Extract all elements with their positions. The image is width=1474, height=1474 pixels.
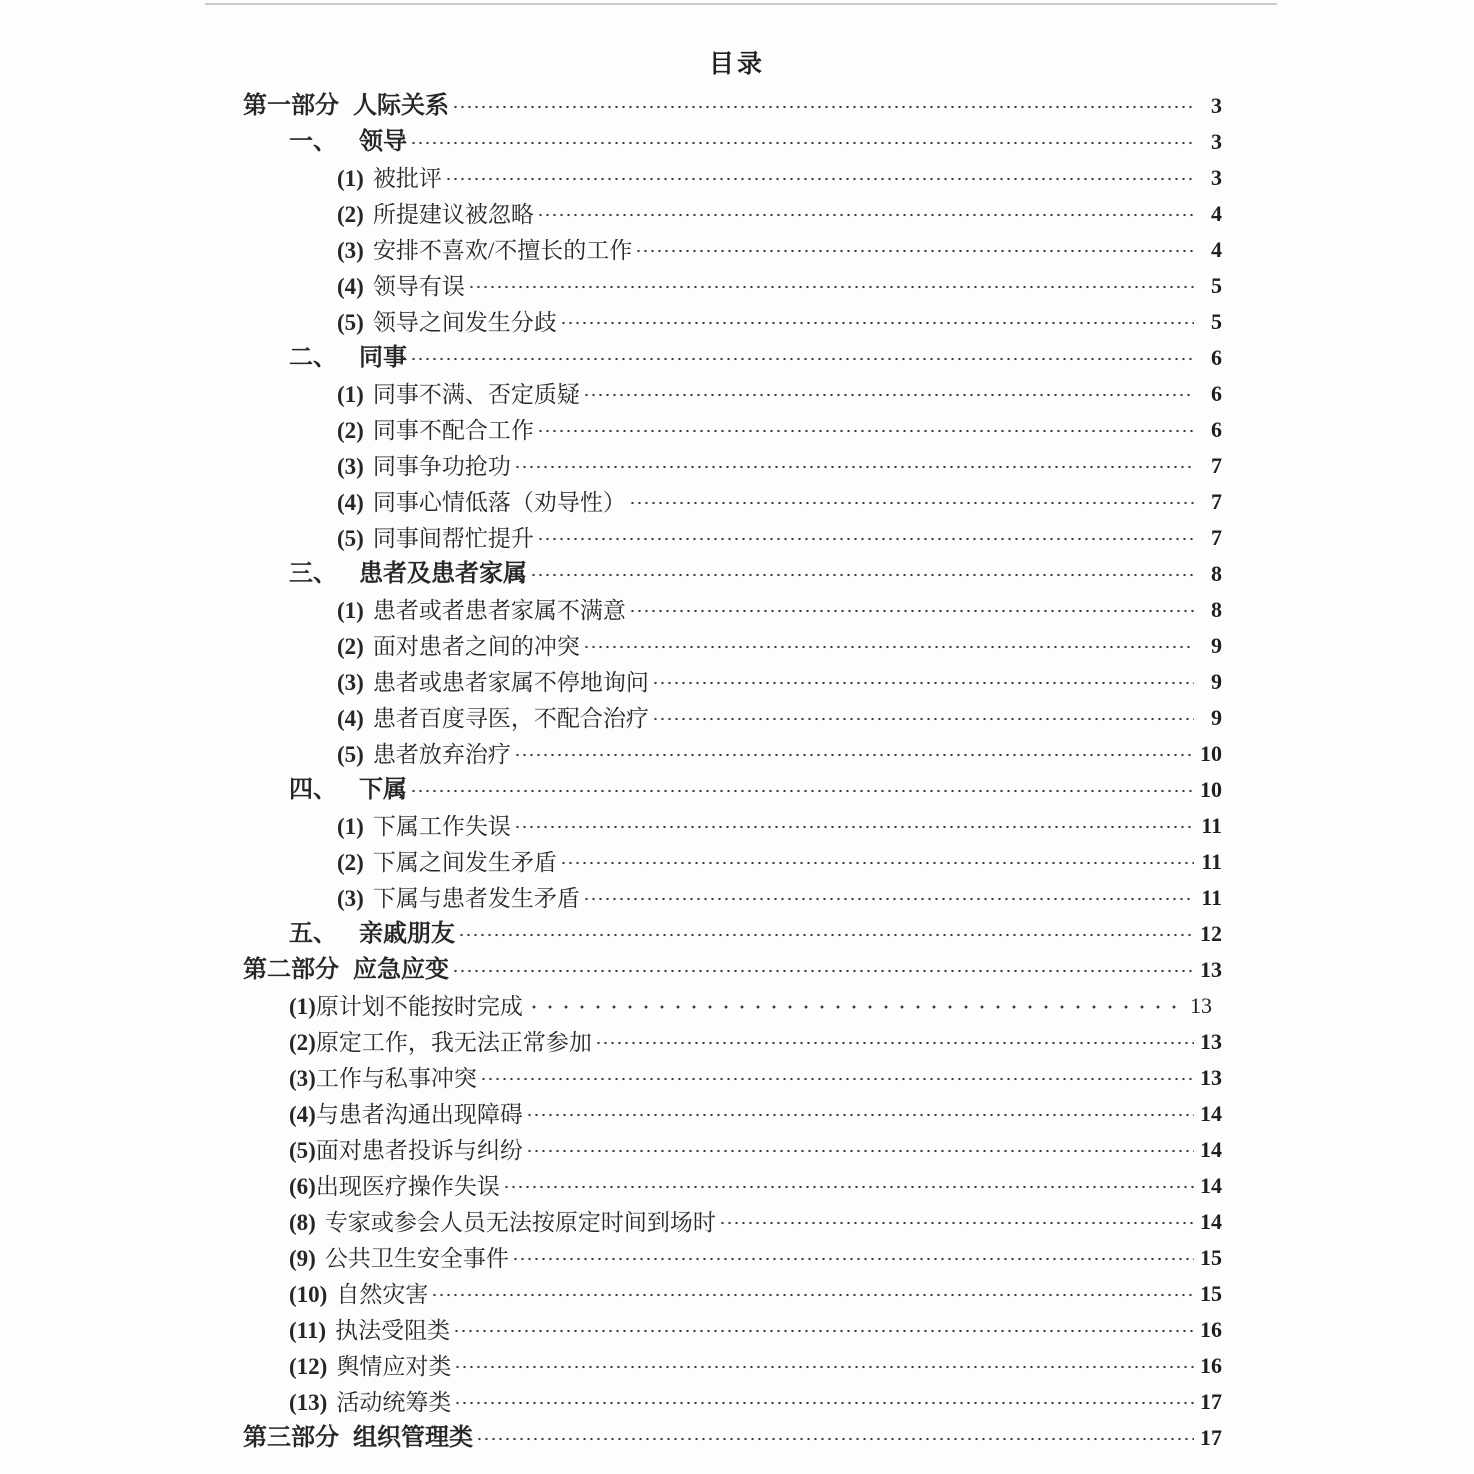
toc-entry-text: 患者放弃治疗 [372, 742, 511, 767]
toc-entry-page-number: 13 [1200, 1065, 1222, 1090]
toc-entry-number: 第三部分 [243, 1425, 339, 1451]
toc-entry-page-number: 15 [1200, 1245, 1222, 1270]
toc-entry-page-number: 17 [1200, 1425, 1222, 1450]
toc-entry-label [337, 743, 511, 768]
toc-entry-label [289, 346, 407, 372]
toc-entry-page-number: 16 [1200, 1317, 1222, 1342]
toc-dot-leader [635, 245, 1194, 257]
toc-entry-label [289, 1175, 500, 1200]
toc-entry[interactable] [0, 876, 1474, 912]
toc-entry-text: 人际关系 [353, 93, 449, 119]
toc-entry-text: 同事不满、否定质疑 [372, 382, 580, 407]
toc-dot-leader [629, 605, 1194, 617]
toc-entry[interactable] [0, 768, 1474, 804]
toc-entry[interactable] [0, 444, 1474, 480]
toc-entry-number: (5) [289, 1138, 316, 1163]
toc-entry-text: 亲戚朋友 [359, 921, 455, 947]
toc-dot-leader [445, 173, 1194, 185]
toc-entry-number: (2) [337, 202, 364, 227]
toc-entry-text: 组织管理类 [353, 1425, 473, 1451]
toc-dot-leader [537, 533, 1194, 545]
toc-entry[interactable] [0, 624, 1474, 660]
toc-entry-text: 患者或者患者家属不满意 [372, 598, 626, 623]
toc-entry-page-number: 7 [1211, 489, 1222, 514]
toc-entry-number: 二、 [289, 345, 337, 371]
toc-dot-leader [514, 461, 1194, 473]
toc-entry-number: (3) [337, 670, 364, 695]
toc-entry-page-number: 4 [1211, 201, 1222, 226]
toc-entry[interactable] [0, 948, 1474, 984]
toc-entry-page-number: 6 [1211, 417, 1222, 442]
toc-entry-label [289, 1031, 592, 1056]
toc-entry-page-number: 11 [1201, 813, 1222, 838]
toc-entry-number: (2) [337, 634, 364, 659]
toc-entry-label [289, 1391, 451, 1416]
toc-entry[interactable] [0, 1272, 1474, 1308]
toc-entry[interactable] [0, 228, 1474, 264]
toc-entry-label [337, 383, 580, 408]
toc-entry-page-number: 8 [1211, 597, 1222, 622]
toc-entry-text: 原定工作，我无法正常参加 [315, 1030, 592, 1055]
toc-entry[interactable] [0, 1416, 1474, 1452]
toc-entry-number: (4) [289, 1102, 316, 1127]
toc-entry-label [337, 203, 534, 228]
toc-entry-label [243, 958, 449, 984]
toc-entry-number: (9) [289, 1246, 316, 1271]
toc-entry-label [337, 887, 580, 912]
toc-entry-label [337, 311, 557, 336]
toc-dot-leader [526, 1001, 1184, 1013]
toc-entry-number: (12) [289, 1354, 328, 1379]
toc-entry-page-number: 15 [1200, 1281, 1222, 1306]
toc-entry-number: (2) [289, 1030, 316, 1055]
toc-entry-label [243, 1426, 473, 1452]
toc-dot-leader [560, 857, 1194, 869]
toc-entry-number: 一、 [289, 129, 337, 155]
toc-dot-leader [595, 1037, 1194, 1049]
toc-entry[interactable] [0, 156, 1474, 192]
toc-entry-page-number: 13 [1190, 993, 1212, 1018]
toc-entry-label [337, 419, 534, 444]
toc-entry[interactable] [0, 120, 1474, 156]
toc-dot-leader [454, 1361, 1194, 1373]
toc-entry-label [337, 707, 649, 732]
toc-entry-number: 第二部分 [243, 957, 339, 983]
toc-dot-leader [560, 317, 1194, 329]
toc-entry-text: 同事争功抢功 [372, 454, 511, 479]
toc-entry-text: 同事不配合工作 [372, 418, 534, 443]
toc-dot-leader [503, 1181, 1194, 1193]
toc-entry-label [337, 671, 649, 696]
toc-entry-number: (8) [289, 1210, 316, 1235]
toc-entry[interactable] [0, 660, 1474, 696]
toc-entry-text: 下属之间发生矛盾 [372, 850, 557, 875]
toc-dot-leader [514, 821, 1194, 833]
toc-entry-number: (1) [289, 994, 316, 1019]
toc-entry[interactable] [0, 1236, 1474, 1272]
toc-entry-page-number: 7 [1211, 453, 1222, 478]
toc-entry[interactable] [0, 1200, 1474, 1236]
toc-entry-number: 四、 [289, 777, 337, 803]
toc-entry-page-number: 6 [1211, 381, 1222, 406]
toc-entry-label [337, 527, 534, 552]
toc-entry-text: 同事心情低落（劝导性） [372, 490, 626, 515]
toc-entry-number: (6) [289, 1174, 316, 1199]
toc-dot-leader [537, 209, 1194, 221]
toc-dot-leader [452, 965, 1194, 977]
toc-entry-number: (4) [337, 274, 364, 299]
toc-entry-text: 工作与私事冲突 [315, 1066, 477, 1091]
toc-entry-text: 与患者沟通出现障碍 [315, 1102, 523, 1127]
toc-entry-text: 执法受阻类 [335, 1318, 451, 1343]
toc-entry[interactable] [0, 372, 1474, 408]
toc-entry-number: (2) [337, 850, 364, 875]
toc-entry[interactable] [0, 1020, 1474, 1056]
toc-entry-number: (11) [289, 1318, 327, 1343]
toc-entry-page-number: 13 [1200, 957, 1222, 982]
toc-entry[interactable] [0, 840, 1474, 876]
toc-entry-page-number: 4 [1211, 237, 1222, 262]
toc-entry[interactable] [0, 1308, 1474, 1344]
toc-dot-leader [410, 137, 1194, 149]
toc-entry-text: 同事 [359, 345, 407, 371]
toc-entry-text: 患者百度寻医，不配合治疗 [372, 706, 649, 731]
toc-dot-leader [468, 281, 1194, 293]
toc-dot-leader [629, 497, 1194, 509]
toc-entry[interactable] [0, 984, 1474, 1020]
toc-entry[interactable] [0, 408, 1474, 444]
toc-entry[interactable] [0, 732, 1474, 768]
toc-entry-number: (13) [289, 1390, 328, 1415]
toc-dot-leader [537, 425, 1194, 437]
toc-dot-leader [583, 893, 1194, 905]
toc-entry-number: 三、 [289, 561, 337, 587]
toc-entry-page-number: 3 [1211, 93, 1222, 118]
toc-entry-text: 领导之间发生分歧 [372, 310, 557, 335]
toc-dot-leader [652, 677, 1194, 689]
toc-entry-label [289, 778, 407, 804]
toc-entry-page-number: 11 [1201, 849, 1222, 874]
toc-entry-text: 领导 [359, 129, 407, 155]
toc-entry-number: (5) [337, 742, 364, 767]
toc-entry-label [289, 922, 455, 948]
toc-dot-leader [514, 749, 1194, 761]
toc-entry-text: 患者及患者家属 [359, 561, 527, 587]
toc-dot-leader [452, 101, 1194, 113]
toc-entry-text: 舆情应对类 [336, 1354, 452, 1379]
toc-entry[interactable] [0, 1128, 1474, 1164]
toc-entry-page-number: 9 [1211, 669, 1222, 694]
toc-entry-page-number: 6 [1211, 345, 1222, 370]
toc-entry[interactable] [0, 192, 1474, 228]
toc-entry-text: 公共卫生安全事件 [324, 1246, 509, 1271]
toc-entry-page-number: 13 [1200, 1029, 1222, 1054]
toc-entry-label [337, 455, 511, 480]
toc-dot-leader [410, 785, 1194, 797]
toc-entry-text: 患者或患者家属不停地询问 [372, 670, 649, 695]
toc-entry-text: 应急应变 [353, 957, 449, 983]
toc-entry-label [289, 1355, 451, 1380]
toc-entry-number: (4) [337, 490, 364, 515]
toc-entry-page-number: 3 [1211, 129, 1222, 154]
toc-entry-number: (10) [289, 1282, 328, 1307]
page-title: 目录 [708, 51, 765, 78]
toc-entry-label [289, 1139, 523, 1164]
toc-entry-label [289, 130, 407, 156]
toc-entry-label [289, 1103, 523, 1128]
toc-entry-number: (1) [337, 814, 364, 839]
toc-entry[interactable] [0, 516, 1474, 552]
toc-entry-text: 活动统筹类 [336, 1390, 452, 1415]
toc-dot-leader [512, 1253, 1194, 1265]
toc-entry-label [337, 239, 632, 264]
toc-entry-text: 所提建议被忽略 [372, 202, 534, 227]
toc-entry[interactable] [0, 912, 1474, 948]
toc-entry-text: 面对患者之间的冲突 [372, 634, 580, 659]
toc-entry-number: (2) [337, 418, 364, 443]
toc-entry-label [337, 275, 465, 300]
toc-entry-page-number: 5 [1211, 273, 1222, 298]
toc-entry[interactable] [0, 588, 1474, 624]
toc-entry-page-number: 17 [1200, 1389, 1222, 1414]
toc-entry-number: (3) [337, 238, 364, 263]
toc-entry-label [289, 1211, 716, 1236]
toc-dot-leader [652, 713, 1194, 725]
toc-entry-page-number: 10 [1200, 741, 1222, 766]
toc-entry-text: 自然灾害 [336, 1282, 429, 1307]
toc-entry-page-number: 8 [1211, 561, 1222, 586]
toc-dot-leader [431, 1289, 1194, 1301]
toc-entry-text: 下属工作失误 [372, 814, 511, 839]
toc-entry[interactable] [0, 1344, 1474, 1380]
toc-entry-number: (4) [337, 706, 364, 731]
toc-dot-leader [719, 1217, 1194, 1229]
toc-entry-text: 面对患者投诉与纠纷 [315, 1138, 523, 1163]
toc-entry-page-number: 14 [1200, 1209, 1222, 1234]
toc-entry-text: 下属与患者发生矛盾 [372, 886, 580, 911]
toc-entry-number: 第一部分 [243, 93, 339, 119]
toc-entry[interactable] [0, 804, 1474, 840]
toc-entry[interactable] [0, 696, 1474, 732]
toc-entry-number: (1) [337, 382, 364, 407]
toc-dot-leader [583, 641, 1194, 653]
toc-entry-page-number: 9 [1211, 633, 1222, 658]
toc-entry[interactable] [0, 480, 1474, 516]
toc-entry-page-number: 9 [1211, 705, 1222, 730]
toc-entry-number: (5) [337, 526, 364, 551]
toc-entry-text: 被批评 [372, 166, 442, 191]
toc-entry[interactable] [0, 336, 1474, 372]
toc-entry-page-number: 16 [1200, 1353, 1222, 1378]
toc-entry[interactable] [0, 1056, 1474, 1092]
toc-entry-label [337, 851, 557, 876]
toc-entry-label [289, 1247, 509, 1272]
toc-dot-leader [454, 1397, 1194, 1409]
toc-dot-leader [410, 353, 1194, 365]
toc-entry[interactable] [0, 1092, 1474, 1128]
toc-entry-label [337, 635, 580, 660]
toc-entry-number: (3) [337, 454, 364, 479]
scan-top-rule [205, 3, 1277, 5]
toc-entry-text: 专家或参会人员无法按原定时间到场时 [324, 1210, 716, 1235]
toc-entry-page-number: 14 [1200, 1101, 1222, 1126]
toc-entry[interactable] [0, 1380, 1474, 1416]
toc-entry-page-number: 14 [1200, 1137, 1222, 1162]
toc-entry-label [243, 94, 449, 120]
toc-entry[interactable] [0, 552, 1474, 588]
toc-entry-number: (3) [289, 1066, 316, 1091]
toc-entry-number: 五、 [289, 921, 337, 947]
toc-entry-page-number: 3 [1211, 165, 1222, 190]
toc-entry-label [289, 995, 523, 1020]
toc-entry-text: 领导有误 [372, 274, 465, 299]
toc-entry-text: 同事间帮忙提升 [372, 526, 534, 551]
toc-dot-leader [526, 1145, 1194, 1157]
toc-entry-label [289, 562, 527, 588]
toc-entry-number: (3) [337, 886, 364, 911]
toc-entry-label [337, 167, 442, 192]
toc-entry-page-number: 5 [1211, 309, 1222, 334]
toc-entry-text: 出现医疗操作失误 [315, 1174, 500, 1199]
toc-dot-leader [453, 1325, 1194, 1337]
toc-dot-leader [476, 1433, 1194, 1445]
toc-entry-number: (1) [337, 598, 364, 623]
toc-entry-page-number: 7 [1211, 525, 1222, 550]
toc-entry-label [337, 491, 626, 516]
toc-entry-label [289, 1319, 450, 1344]
toc-entry-page-number: 14 [1200, 1173, 1222, 1198]
toc-entry-label [289, 1067, 477, 1092]
toc-entry-text: 下属 [359, 777, 407, 803]
toc-entry-label [289, 1283, 428, 1308]
toc-dot-leader [530, 569, 1194, 581]
toc-entry-text: 原计划不能按时完成 [315, 994, 523, 1019]
toc-entry-label [337, 599, 626, 624]
toc-dot-leader [480, 1073, 1194, 1085]
toc-entry-number: (1) [337, 166, 364, 191]
toc-entry-page-number: 10 [1200, 777, 1222, 802]
toc-entry[interactable] [0, 84, 1474, 120]
toc-dot-leader [526, 1109, 1194, 1121]
table-of-contents [0, 84, 1474, 1452]
toc-entry[interactable] [0, 300, 1474, 336]
toc-entry[interactable] [0, 264, 1474, 300]
toc-entry-page-number: 12 [1200, 921, 1222, 946]
toc-entry-page-number: 11 [1201, 885, 1222, 910]
toc-dot-leader [583, 389, 1194, 401]
toc-entry-label [337, 815, 511, 840]
toc-entry-text: 安排不喜欢/不擅长的工作 [372, 238, 633, 263]
toc-entry-number: (5) [337, 310, 364, 335]
toc-dot-leader [458, 929, 1194, 941]
toc-entry[interactable] [0, 1164, 1474, 1200]
